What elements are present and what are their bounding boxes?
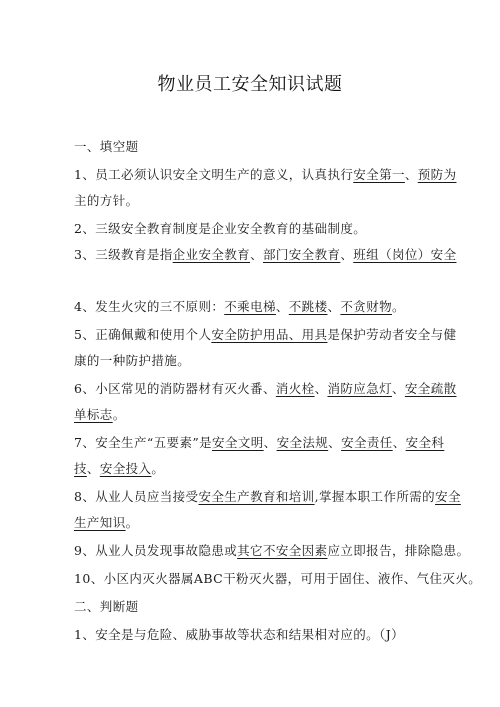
question-7-line-1 xyxy=(74,435,444,451)
period: 。 xyxy=(392,299,405,314)
question-1-text-cont: 主的方针。 xyxy=(74,193,139,208)
question-1-text: 1、员工必须认识安全文明生产的意义，认真执行 xyxy=(74,167,354,182)
separator: 、 xyxy=(275,299,289,314)
question-3-text: 3、三级教育是指 xyxy=(74,247,173,262)
question-6-answer-3: 安全疏散 xyxy=(404,381,457,396)
question-5-line-2: 康的一种防护措施。 xyxy=(74,353,191,368)
separator: 、 xyxy=(391,381,405,396)
question-9-text-cont: 应立即报告，排除隐患。 xyxy=(327,543,470,558)
question-6-answer-3-cont: 单标志 xyxy=(74,407,113,422)
question-2: 2、三级安全教育制度是企业安全教育的基础制度。 xyxy=(74,221,367,236)
question-1-line-1 xyxy=(74,167,456,183)
period: 。 xyxy=(151,461,165,476)
separator: 、 xyxy=(86,461,100,476)
question-8-answer-2-cont: 生产知识 xyxy=(74,515,126,530)
question-7-line-2 xyxy=(74,461,164,477)
question-4-text: 4、发生火灾的三不原则： xyxy=(74,299,225,314)
question-5-answer: 安全防护用品、用具 xyxy=(211,327,328,342)
question-8-line-1 xyxy=(74,489,461,505)
question-3-answer-2: 部门安全教育 xyxy=(262,247,341,262)
question-5-text-cont: 是保护劳动者安全与健 xyxy=(327,327,457,342)
question-8-line-2 xyxy=(74,515,139,531)
question-1-answer-1: 安全第一 xyxy=(353,167,405,182)
question-7-answer-2: 安全法规 xyxy=(276,435,329,450)
separator: 、 xyxy=(404,167,418,182)
question-5-line-1 xyxy=(74,327,456,343)
separator: 、 xyxy=(263,435,277,450)
question-3-answer-3: 班组（岗位）安全 xyxy=(353,247,457,262)
question-8-text: 8、从业人员应当接受 xyxy=(74,489,199,504)
question-8-answer-2: 安全 xyxy=(435,489,461,504)
question-10: 10、小区内灭火器属ABC干粉灭火器，可用于固住、液作、气住灭火。 xyxy=(74,571,482,586)
question-7-answer-3: 安全责任 xyxy=(341,435,393,450)
question-3 xyxy=(74,247,456,263)
question-6-answer-2: 消防应急灯 xyxy=(327,381,392,396)
question-8-answer-1: 安全生产教育和培训 xyxy=(198,489,315,504)
question-4 xyxy=(74,299,405,315)
question-9-text: 9、从业人员发现事故隐患或 xyxy=(74,543,238,558)
question-6-text: 6、小区常见的消防器材有灭火番、 xyxy=(74,381,276,396)
separator: 、 xyxy=(314,381,328,396)
question-4-answer-1: 不乘电梯 xyxy=(224,299,276,314)
question-4-answer-2: 不跳楼 xyxy=(288,299,328,314)
question-8-text-cont: ,掌握本职工作所需的 xyxy=(314,489,436,504)
period: 。 xyxy=(125,515,139,530)
question-6-answer-1: 消火栓 xyxy=(275,381,315,396)
section-heading-true-false: 二、判断题 xyxy=(74,599,139,614)
question-7-answer-1: 安全文明 xyxy=(212,435,264,450)
question-9 xyxy=(74,543,469,559)
question-7-text: 7、安全生产“五要素”是 xyxy=(74,435,213,450)
question-4-answer-3: 不贪财物 xyxy=(340,299,392,314)
question-7-answer-5: 安全投入 xyxy=(99,461,152,476)
separator: 、 xyxy=(328,435,342,450)
judge-question-1: 1、安全是与危险、威胁事故等状态和结果相对应的。（J） xyxy=(74,627,405,642)
question-6-line-1 xyxy=(74,381,457,397)
question-6-line-2 xyxy=(74,407,126,423)
separator: 、 xyxy=(392,435,406,450)
period: 。 xyxy=(112,407,126,422)
separator: 、 xyxy=(250,247,263,262)
separator: 、 xyxy=(327,299,341,314)
question-7-answer-4: 安全科 xyxy=(405,435,445,450)
document-title: 物业员工安全知识试题 xyxy=(157,74,343,95)
question-5-text: 5、正确佩戴和使用个人 xyxy=(74,327,212,342)
question-7-answer-4-cont: 技 xyxy=(74,461,87,476)
question-3-answer-1: 企业安全教育 xyxy=(172,247,251,262)
question-1-answer-2: 预防为 xyxy=(417,167,457,182)
question-9-answer: 其它不安全因素 xyxy=(237,543,328,558)
separator: 、 xyxy=(340,247,354,262)
question-1-line-2 xyxy=(74,193,139,209)
section-heading-fill-in: 一、填空题 xyxy=(74,139,139,154)
